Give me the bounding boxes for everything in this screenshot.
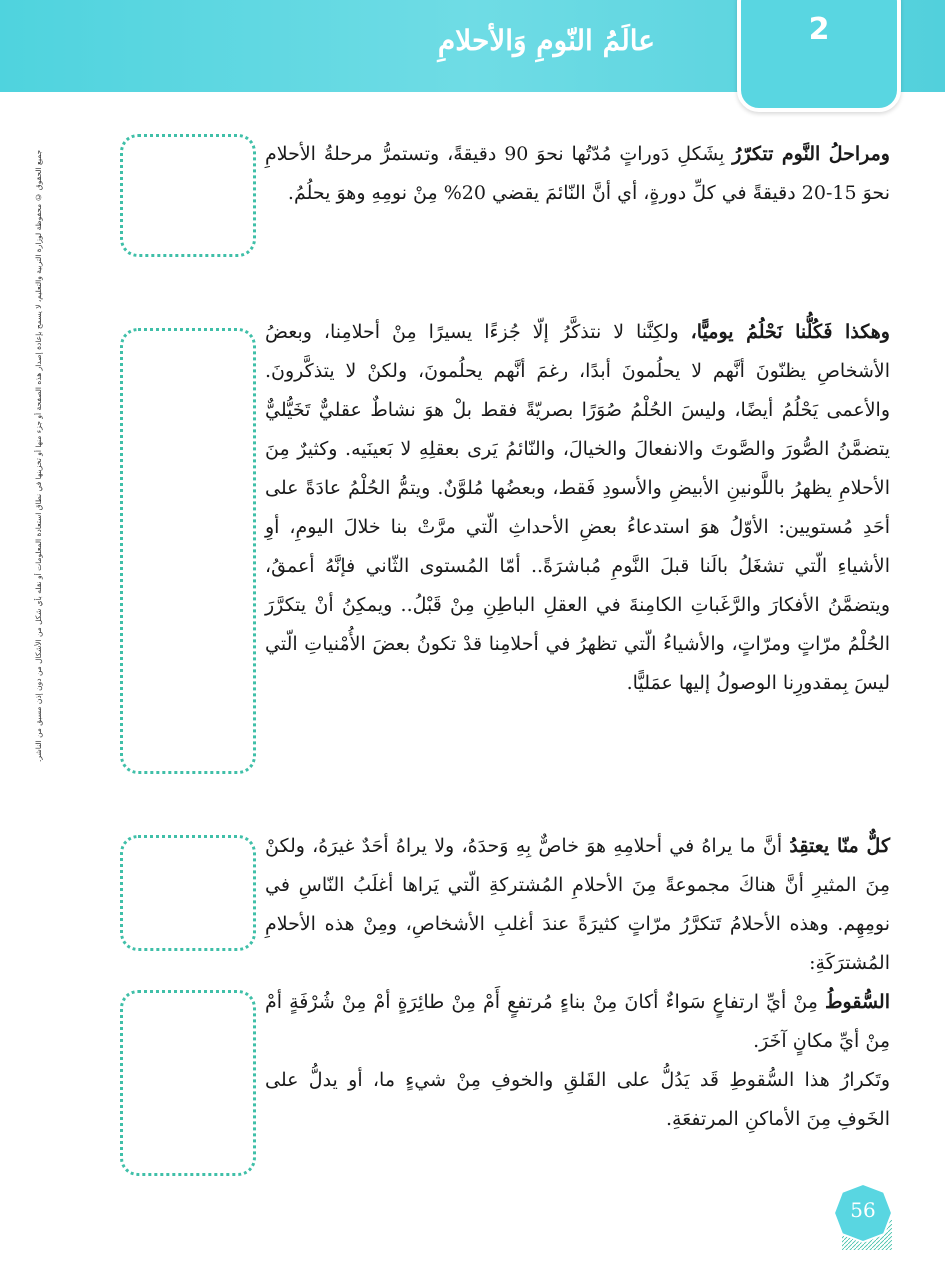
paragraph-text: بِشَكلِ دَوراتٍ مُدّتُها نحوَ 90 دقيقةً، وتستمرُّ مرحلةُ الأحلامِ نحوَ 15-20 دقيقةً في كلِّ دورةٍ، أي أنَّ النّائمَ يقضي 20% مِنْ نومِهِ وهوَ يحلُمُ. xyxy=(265,143,890,204)
note-box-2 xyxy=(120,328,256,774)
copyright-note: جميع الحقوق © محفوظة لوزارة التربية والتعليم، لا يسمح بإعادة إصدار هذه الصفحة أو جزء منها أو تخزينها في نطاق استعادة المعلومات أو نقله بأي شكل من الأشكال من دون إذن مسبق من الناشر. xyxy=(34,150,43,763)
paragraph-lead: السُّقوطُ xyxy=(824,991,890,1013)
paragraph-lead: كلٌّ منّا يعتقِدُ xyxy=(789,835,890,857)
paragraph-daily-dreams xyxy=(265,313,890,703)
note-box-4 xyxy=(120,990,256,1176)
paragraph-sleep-cycles xyxy=(265,135,890,213)
paragraph-text: ولكِنَّنا لا نتذكَّرُ إلّا جُزءًا يسيرًا مِنْ أحلامِنا، وبعضُ الأشخاصِ يظنّونَ أنَّهم لا يحلُمونَ أبدًا، رغمَ أنَّهم يحلُمونَ، ولكنْ لا يتذكَّرونَ. والأعمى يَحْلُمُ أيضًا، وليسَ الحُلْمُ صُوَرًا بصريّةً فقط بلْ هوَ نشاطٌ عقليٌّ تَخَيُّليٌّ يتضمَّنُ الصُّورَ والصَّوتَ والانفعالَ والخيالَ، والنّائمُ يَرى بعقلِهِ لا بَعينَيه. وكثيرٌ مِنَ الأحلامِ يظهرُ باللَّونينِ الأبيضِ والأسودِ فَقط، وبعضُها مُلوَّنٌ. ويتمُّ الحُلْمُ عادَةً على أحَدِ مُستويين: الأوّلُ هوَ استدعاءُ بعضِ الأحداثِ الّتي مرَّتْ بنا خلالَ اليومِ، أوِ الأشياءِ الّتي تشغَلُ بالَنا قبلَ النَّومِ مُباشرَةً.. أمّا المُستوى الثّاني فإنَّهُ أعمقُ، ويتضمَّنُ الأفكارَ والرَّغَباتِ الكامِنةَ في العقلِ الباطِنِ مِنْ قَبْلُ.. ويمكِنُ أنْ يتكرَّرَ الحُلْمُ مرّاتٍ ومرّاتٍ، والأشياءُ الّتي تظهرُ في أحلامِنا قدْ تكونُ بعضَ الأُمْنياتِ الّتي ليسَ بِمقدورِنا الوصولُ إليها عمَليًّا. xyxy=(265,321,890,694)
paragraph-text: وتَكرارُ هذا السُّقوطِ قَد يَدُلُّ على القَلقِ والخوفِ مِنْ شيءٍ ما، أو يدلُّ على الخَوفِ مِنَ الأماكنِ المرتفعَةِ. xyxy=(265,1069,890,1130)
page-number: 56 xyxy=(850,1198,876,1222)
paragraph-text: مِنْ أيِّ ارتفاعٍ سَواءٌ أكانَ مِنْ بناءٍ مُرتفعٍ أَمْ مِنْ طائِرَةٍ أمْ مِنْ شُرْفَةٍ أمْ مِنْ أيِّ مكانٍ آخَرَ. xyxy=(265,991,890,1052)
note-box-3 xyxy=(120,835,256,951)
note-box-1 xyxy=(120,134,256,257)
chapter-number: 2 xyxy=(808,12,830,47)
paragraph-lead: وهكذا فَكُلُّنا نَحْلُمُ يوميًّا، xyxy=(690,321,890,343)
paragraph-text: أنَّ ما يراهُ في أحلامِهِ هوَ خاصٌّ بِهِ وَحدَهُ، ولا يراهُ أحَدٌ غيرَهُ، ولكنْ مِنَ المثيرِ أنَّ هناكَ مجموعةً مِنَ الأحلامِ المُشتركةِ الّتي يَراها أغلَبُ النّاسِ في نومِهِم. وهذه الأحلامُ تَتكرَّرُ مرّاتٍ كثيرَةً عندَ أغلبِ الأشخاصِ، ومِنْ هذه الأحلامِ المُشترَكَةِ: xyxy=(265,835,890,974)
page-number-badge xyxy=(828,1180,898,1250)
paragraph-lead: ومراحلُ النَّوم تتكرّرُ xyxy=(732,143,890,165)
chapter-tab xyxy=(737,0,901,112)
paragraph-shared-dreams xyxy=(265,827,890,1139)
chapter-title: عالَمُ النّومِ وَالأحلامِ xyxy=(437,24,655,57)
